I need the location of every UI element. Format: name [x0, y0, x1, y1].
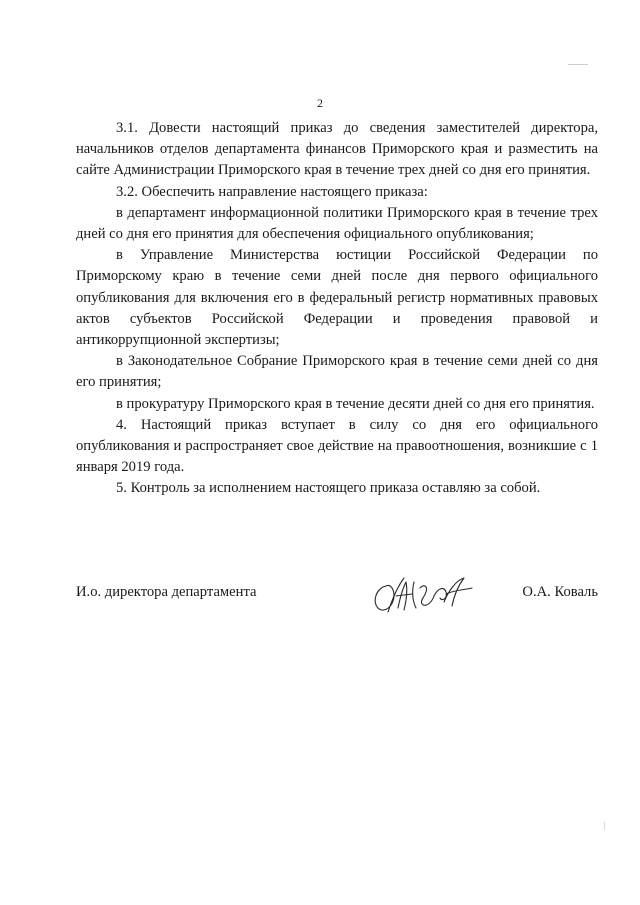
- paragraph-recipient-ministry-justice: в Управление Министерства юстиции Российской Федерации по Приморскому краю в течение семи дней после дня первого официального опубликования для включения его в федеральный регистр нормативных правовых актов субъектов Российской Федерации и проведения правовой и антикоррупционной экспертизы;: [76, 247, 598, 349]
- page-number: 2: [317, 96, 323, 110]
- signature-block: [76, 572, 598, 622]
- document-body: [76, 118, 598, 500]
- paragraph-recipient-prosecutor: в прокуратуру Приморского края в течение десяти дней со дня его принятия.: [116, 395, 595, 412]
- scan-mark-top-right: [568, 64, 588, 65]
- paragraph-4: 4. Настоящий приказ вступает в силу со дня его официального опубликования и распространяет свое действие на правоотношения, возникшие с 1 января 2019 года.: [76, 416, 598, 476]
- paragraph-3-1: 3.1. Довести настоящий приказ до сведения заместителей директора, начальников отделов департамента финансов Приморского края и разместить на сайте Администрации Приморского края в течение трех дней со дня его принятия.: [76, 120, 598, 179]
- paragraph-recipient-legislative-assembly: в Законодательное Собрание Приморского края в течение семи дней со дня его принятия;: [76, 353, 598, 391]
- handwritten-signature: [368, 572, 480, 616]
- signatory-title: И.о. директора департамента: [76, 584, 257, 600]
- scan-mark-right-edge: [604, 822, 605, 830]
- paragraph-5: 5. Контроль за исполнением настоящего приказа оставляю за собой.: [116, 480, 541, 497]
- paragraph-3-2: 3.2. Обеспечить направление настоящего приказа:: [116, 183, 428, 200]
- paragraph-recipient-info-policy: в департамент информационной политики Приморского края в течение трех дней со дня его принятия для обеспечения официального опубликования;: [76, 204, 598, 243]
- signatory-name: О.А. Коваль: [522, 584, 598, 600]
